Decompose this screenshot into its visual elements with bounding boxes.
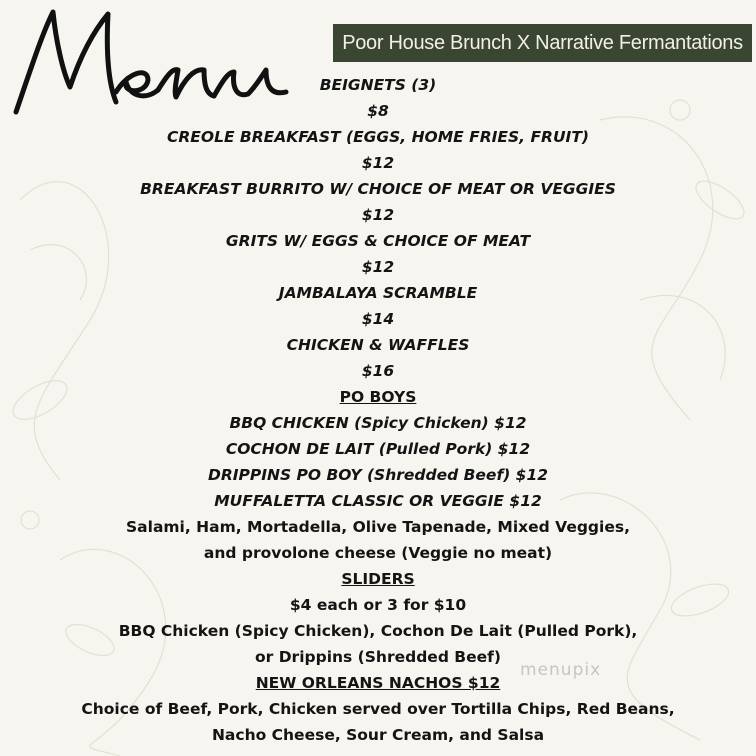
menu-list (0, 72, 756, 748)
menu-line: CHICKEN & WAFFLES (286, 336, 470, 354)
menu-line: Nacho Cheese, Sour Cream, and Salsa (211, 726, 545, 744)
menu-line: or Drippins (Shredded Beef) (255, 648, 501, 666)
menu-line: $12 (361, 154, 395, 172)
menu-line: DRIPPINS PO BOY (Shredded Beef) $12 (207, 466, 549, 484)
menu-line: $4 each or 3 for $10 (289, 596, 467, 614)
section-heading: PO BOYS (339, 388, 417, 406)
section-heading: SLIDERS (341, 570, 415, 588)
menu-line: $12 (361, 206, 395, 224)
event-banner: Poor House Brunch X Narrative Fermantations (333, 24, 752, 62)
menu-line: COCHON DE LAIT (Pulled Pork) $12 (225, 440, 531, 458)
section-heading: NEW ORLEANS NACHOS $12 (255, 674, 501, 692)
menu-line: BBQ Chicken (Spicy Chicken), Cochon De Lait (Pulled Pork), (118, 622, 638, 640)
menu-line: BEIGNETS (3) (319, 76, 437, 94)
menu-line: BREAKFAST BURRITO W/ CHOICE OF MEAT OR VEGGIES (140, 180, 616, 198)
menu-line: $8 (367, 102, 389, 120)
menu-line: Choice of Beef, Pork, Chicken served over Tortilla Chips, Red Beans, (81, 700, 675, 718)
menu-line: CREOLE BREAKFAST (EGGS, HOME FRIES, FRUIT) (167, 128, 589, 146)
menu-line: $14 (361, 310, 395, 328)
menu-line: MUFFALETTA CLASSIC OR VEGGIE $12 (214, 492, 542, 510)
menu-line: $12 (361, 258, 395, 276)
menu-line: $16 (361, 362, 395, 380)
menu-line: BBQ CHICKEN (Spicy Chicken) $12 (229, 414, 527, 432)
menu-line: and provolone cheese (Veggie no meat) (203, 544, 553, 562)
menu-line: Salami, Ham, Mortadella, Olive Tapenade, Mixed Veggies, (126, 518, 630, 536)
menu-line: JAMBALAYA SCRAMBLE (278, 284, 478, 302)
menu-line: GRITS W/ EGGS & CHOICE OF MEAT (225, 232, 531, 250)
watermark: menupix (520, 660, 602, 680)
